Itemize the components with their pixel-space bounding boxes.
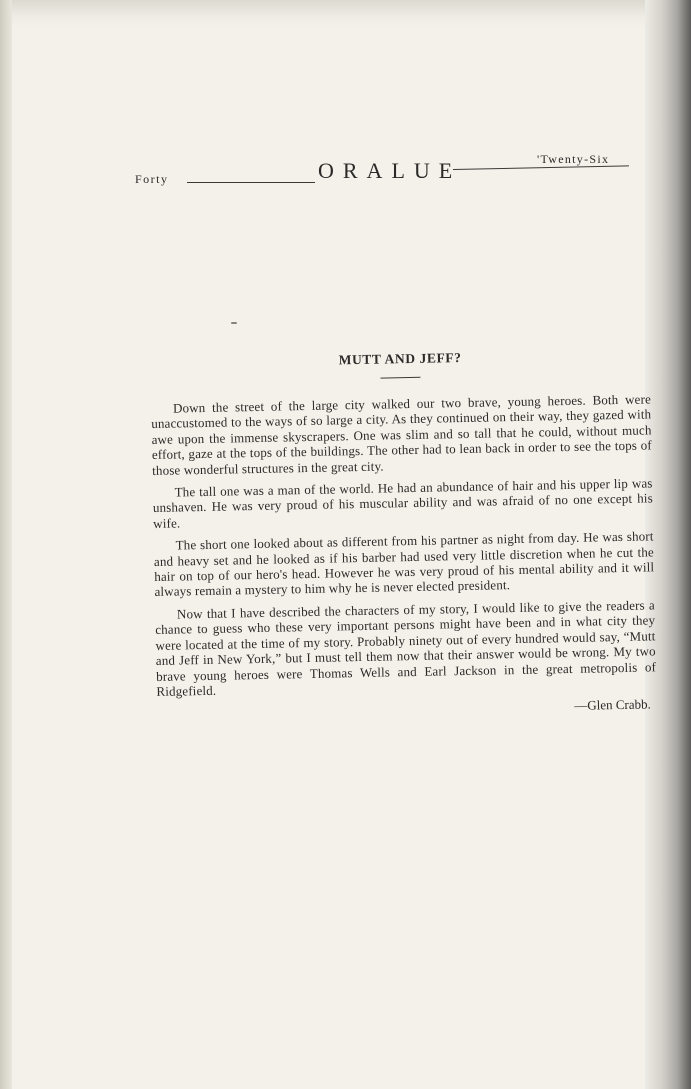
header-rule-left <box>187 182 315 183</box>
paragraph-4: Now that I have described the characters of my story, I would like to give the readers a chance to guess who these very important persons might have been and in what city they were located at the time of my story. Probably ninety out of every hundred would say, “Mutt and Jeff in New York,” but I must tell them now that their answer would be wrong. My two brave young heroes were Thomas Wells and Earl Jackson in the great metropolis of Ridgefield. <box>155 597 657 699</box>
year-label: 'Twenty-Six <box>537 152 610 166</box>
page-number-label: Forty <box>135 172 169 186</box>
paragraph-2: The tall one was a man of the world. He had an abundance of hair and his upper lip was unshaven. He was very proud of his muscular ability and was afraid of no one except his wife. <box>152 475 653 531</box>
publication-title: ORALUE <box>318 158 462 183</box>
author-signature: —Glen Crabb. <box>574 696 651 714</box>
title-underline <box>380 377 420 379</box>
paragraph-3: The short one looked about as different from his partner as night from day. He was short and heavy set and he looked as if his barber had used very little discretion when he cut the hair on top of our hero's head. However he was very proud of his mental ability and it will always remain a mystery to him why he is never elected president. <box>153 528 655 600</box>
paragraph-1: Down the street of the large city walked our two brave, young heroes. Both were unaccustomed to the ways of so large a city. As they continued on their way, they gazed with awe upon the immense skyscrapers. One was slim and so tall that he could, without much effort, gaze at the tops of the buildings. The other had to lean back in order to see the tops of those wonderful structures in the great city. <box>151 391 652 478</box>
article-title: MUTT AND JEFF? <box>338 350 462 368</box>
running-head <box>135 152 631 192</box>
article <box>150 346 657 722</box>
scan-speck <box>231 322 237 324</box>
